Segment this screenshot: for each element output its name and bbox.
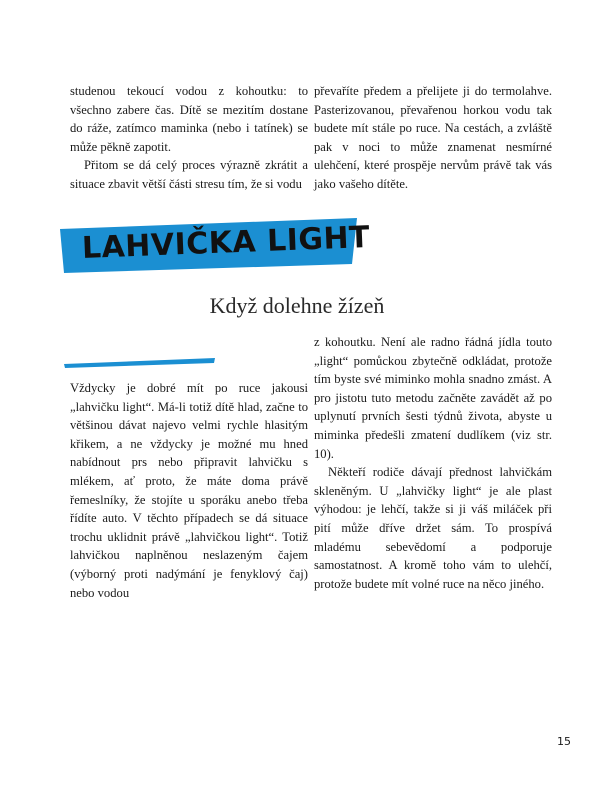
accent-bar [64, 358, 216, 368]
paragraph: studenou tekoucí vodou z kohoutku: to všechno zabere čas. Dítě se mezitím dostane do ráže, zatímco maminka (nebo i tatínek) se může pěkně zapotit. [70, 84, 308, 154]
text-column-top-left [70, 82, 308, 194]
text-column-bottom-right [314, 333, 552, 593]
chapter-title: LAHVIČKA LIGHT [81, 219, 371, 266]
page-number: 15 [557, 735, 571, 748]
paragraph: z kohoutku. Není ale radno řádná jídla touto „light“ pomůckou zbytečně odkládat, protože tím byste své miminko mohla snadno zmást. A pro jistotu tuto metodu začněte zavádět až po uplynutí prvních šesti týdnů života, abyste u miminka předešli zmatení dudlíkem (viz str. 10). [314, 335, 552, 461]
text-column-bottom-left [70, 379, 308, 602]
section-heading: Když dolehne žízeň [209, 293, 385, 318]
chapter-banner [60, 218, 371, 273]
paragraph: převaříte předem a přelijete ji do termolahve. Pasterizovanou, převařenou horkou vodu tak budete mít stále po ruce. Na cestách, a zvláště pak v noci to může znamenat nesmírné ulehčení, které prospěje nervům právě tak vás jako vašeho dítěte. [314, 84, 552, 191]
text-column-top-right [314, 82, 552, 194]
paragraph: Přitom se dá celý proces výrazně zkrátit a situace zbavit větší části stresu tím, že si vodu [70, 158, 308, 191]
paragraph: Vždycky je dobré mít po ruce jakousi „lahvičku light“. Má-li totiž dítě hlad, začne to většinou dávat najevo velmi rychle hlasitým křikem, a ne vždycky je možné mu hned nabídnout prs nebo připravit lahvičku s mlékem, ať proto, že máte doma právě řemeslníky, že stojíte u sporáku anebo třeba řídíte auto. V těchto případech se dá situace trochu uklidnit právě „lahvičkou light“. Totiž lahvičkou naplněnou neslazeným čajem (výborný proti nadýmání je fenyklový čaj) nebo vodou [70, 381, 308, 600]
paragraph: Někteří rodiče dávají přednost lahvičkám skleněným. U „lahvičky light“ je ale plast výhodou: je lehčí, takže si ji váš miláček při pití může dříve držet sám. To prospívá mladému sebevědomí a podporuje samostatnost. A kromě toho vám to ulehčí, protože budete mít volné ruce na něco jiného. [314, 465, 552, 591]
